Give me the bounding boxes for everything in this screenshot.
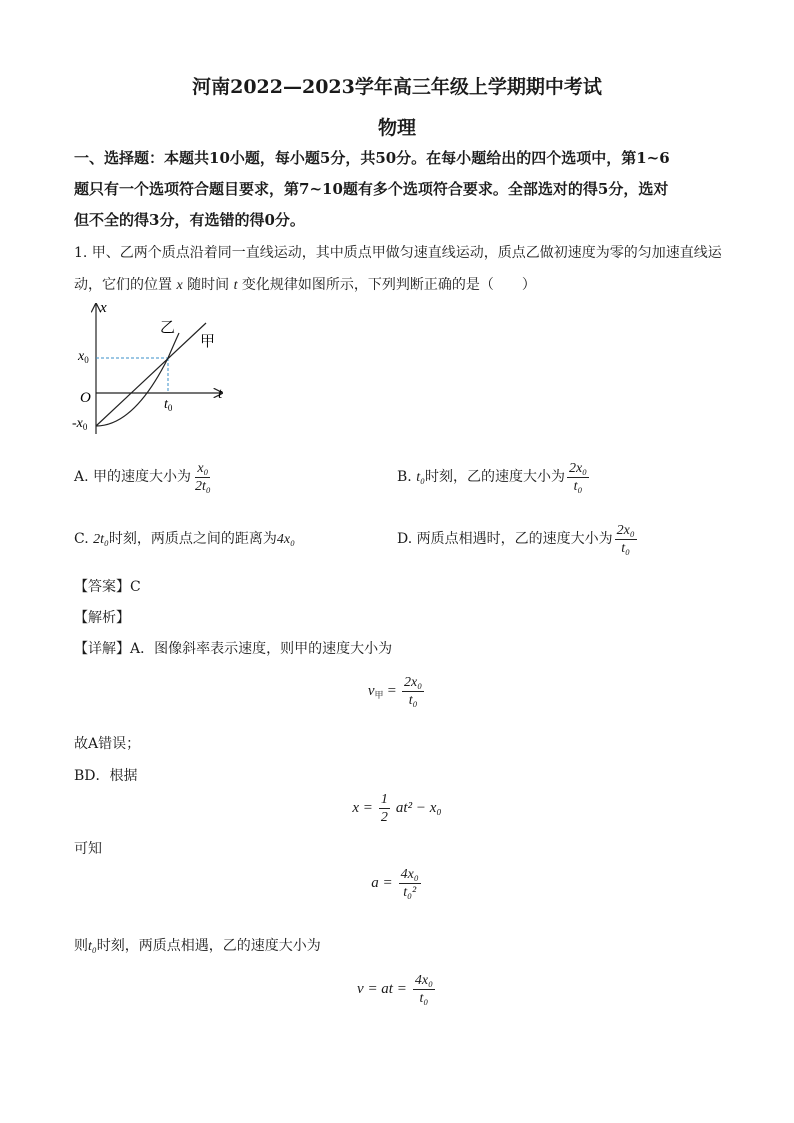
option-c[interactable]: C. 2t₀时刻，两质点之间的距离为4x₀ [74,531,295,547]
option-b[interactable]: B. t₀时刻，乙的速度大小为 $\frac{\text{2x₀}}{\text{t₀}}$ [397,460,588,494]
equation-2: x = $\frac{1}{2}$ at² − x₀ [352,792,442,825]
question-line-1: 1. 甲、乙两个质点沿着同一直线运动，其中质点甲做匀速直线运动，质点乙做初速度为零的匀加速直线运 [74,245,722,261]
axis-label-t: t [218,386,223,402]
position-time-graph [60,296,240,446]
label-jia: 甲 [200,332,216,350]
kezhi-line: 可知 [74,841,102,857]
section-line-1: 一、选择题：本题共10小题，每小题5分，共50分。在每小题给出的四个选项中，第1~6 [74,149,670,167]
equation-1: $v_甲$ = $\frac{\text{2x₀}}{\text{t₀}}$ [367,675,423,708]
label-yi: 乙 [160,318,176,336]
then-line: 则t₀时刻，两质点相遇，乙的速度大小为 [74,938,321,954]
option-a[interactable]: A. 甲的速度大小为 $\frac{\text{x₀}}{\text{2t₀}}$ [74,460,211,494]
curve-yi [96,333,179,426]
section-line-2: 题只有一个选项符合题目要求，第7~10题有多个选项符合要求。全部选对的得5分，选对 [74,180,669,198]
label-t0: $t_0$ [164,397,173,413]
option-d[interactable]: D. 两质点相遇时，乙的速度大小为 $\frac{\text{2x₀}}{\text{t₀}}$ [397,522,635,556]
bd-line: BD．根据 [74,768,138,784]
label-x0: $x_0$ [78,349,89,365]
answer-label: 【答案】C [74,579,141,595]
section-instructions [74,143,734,236]
axis-label-x: x [100,300,107,316]
question-line-2: 动，它们的位置 x 随时间 t 变化规律如图所示，下列判断正确的是（ ） [74,277,536,293]
section-line-3: 但不全的得3分，有选错的得0分。 [74,211,305,229]
option-a-fraction: $\frac{\text{x₀}}{\text{2t₀}}$ [195,460,211,494]
origin-label: O [80,390,91,406]
page-title: 河南2022—2023学年高三年级上学期期中考试 [192,76,602,98]
equation-4: v = at = $\frac{\text{4x₀}}{\text{t₀}}$ [357,973,433,1006]
equation-3: a = $\frac{\text{4x₀}}{\text{t₀²}}$ [371,867,419,900]
subject-title: 物理 [377,117,416,139]
label-neg-x0: $-x_0$ [72,416,88,432]
wrong-a-line: 故A错误； [74,736,141,752]
line-jia [96,323,206,426]
option-b-fraction: $\frac{\text{2x₀}}{\text{t₀}}$ [568,460,588,494]
option-d-fraction: $\frac{\text{2x₀}}{\text{t₀}}$ [616,522,635,556]
detail-line: 【详解】A．图像斜率表示速度，则甲的速度大小为 [74,641,393,657]
analysis-label: 【解析】 [74,610,130,626]
